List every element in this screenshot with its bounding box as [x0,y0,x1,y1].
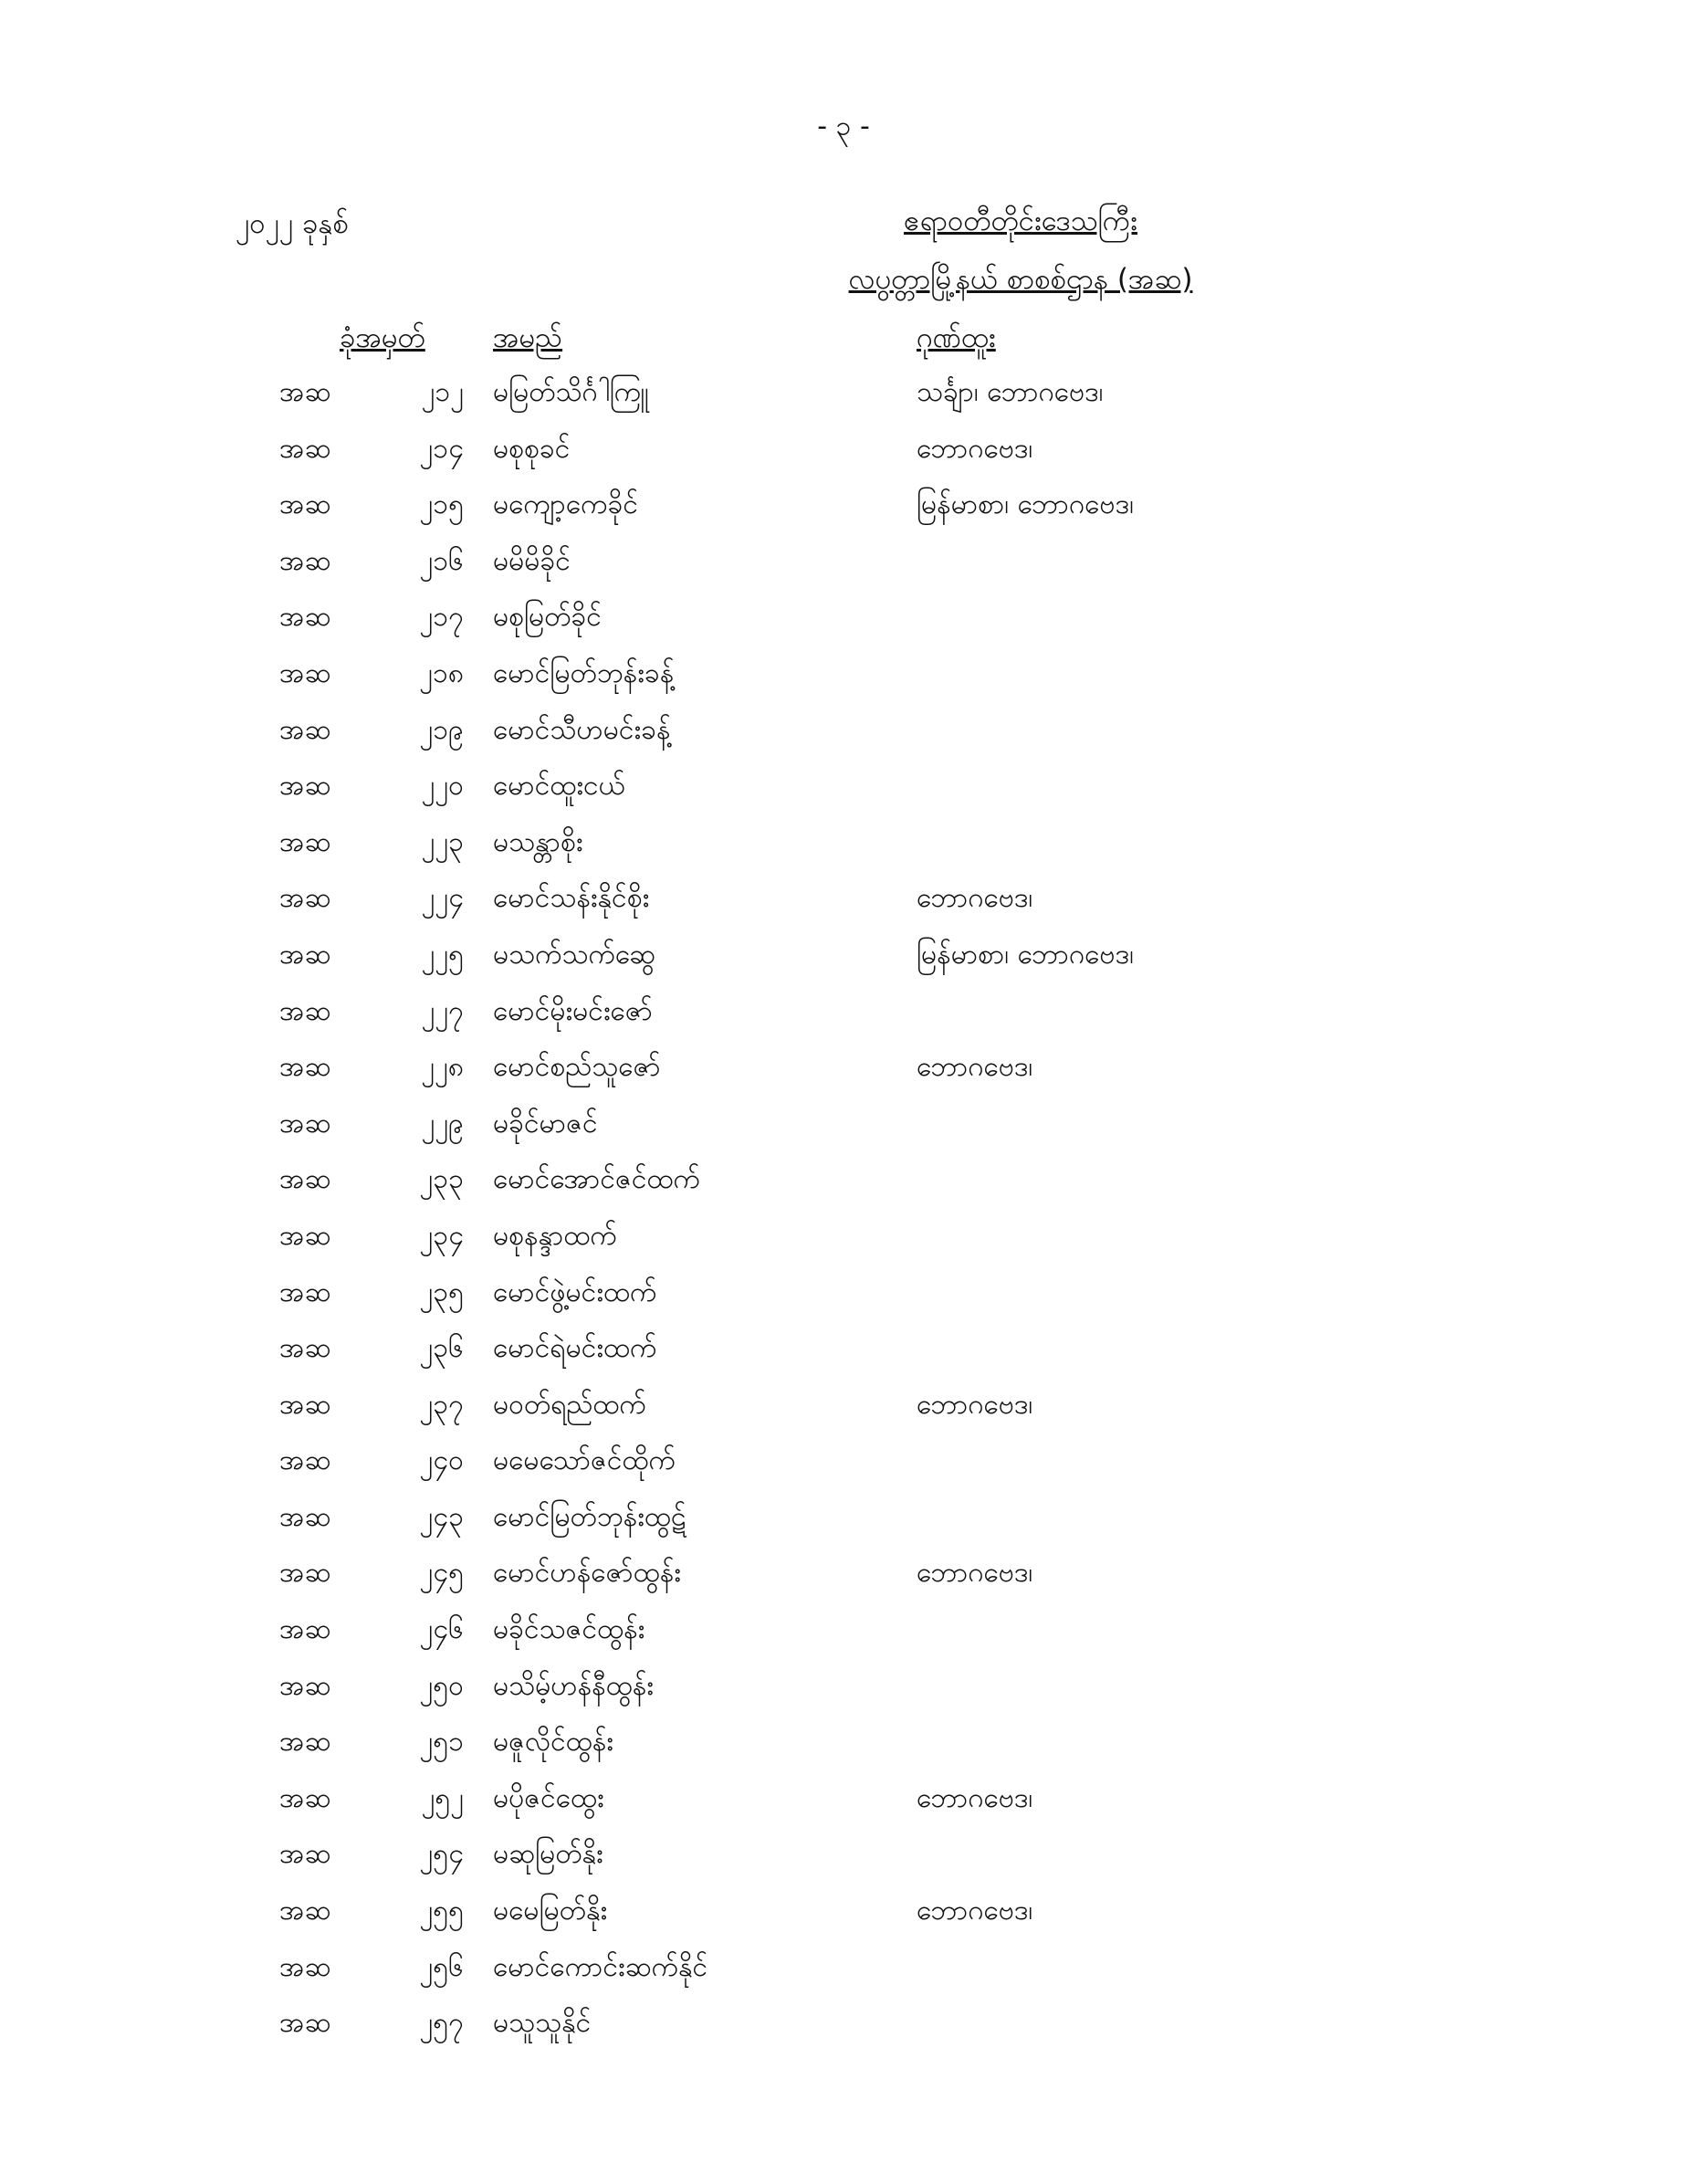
student-name: မခိုင်သဇင်ထွန်း [493,1613,645,1646]
roll-prefix: အဆ [279,656,331,689]
list-item [0,823,1687,879]
list-title: လပွတ္တာမြို့နယ် စာစစ်ဌာန (အဆ) [848,263,1193,296]
student-name: မောင်ဟန်ဇော်ထွန်း [493,1557,681,1590]
list-item [0,541,1687,598]
roll-number: ၂၃၇ [419,1388,464,1421]
list-item [0,1104,1687,1160]
roll-prefix: အဆ [279,1332,331,1365]
list-item [0,710,1687,767]
list-item [0,1441,1687,1497]
roll-prefix: အဆ [279,1895,331,1927]
distinction: ဘောဂဗေဒ၊ [917,1557,1033,1590]
list-item [0,766,1687,823]
exam-year: ၂၀၂၂ ခုနှစ် [236,207,349,240]
distinction: မြန်မာစာ၊ ဘောဂဗေဒ၊ [917,938,1134,971]
roll-prefix: အဆ [279,1219,331,1252]
distinction: မြန်မာစာ၊ ဘောဂဗေဒ၊ [917,488,1134,521]
student-name: မောင်စည်သူဇော် [493,1051,661,1084]
roll-number: ၂၂၀ [421,770,464,803]
roll-prefix: အဆ [279,1781,331,1814]
student-name: မောင်ရဲမင်းထက် [493,1332,657,1365]
student-name: မမြတ်သိင်္ဂါကြူ [493,376,649,408]
distinction: ဘောဂဗေဒ၊ [917,1388,1033,1421]
roll-number: ၂၁၉ [419,713,464,746]
list-item [0,373,1687,429]
distinction: ဘောဂဗေဒ၊ [917,1895,1033,1927]
roll-number: ၂၁၅ [419,488,464,521]
student-name: မမေသော်ဇင်ထိုက် [493,1444,676,1477]
list-item [0,935,1687,992]
roll-prefix: အဆ [279,1950,331,1983]
student-name: မခိုင်မာဇင် [493,1107,598,1139]
roll-number: ၂၂၈ [421,1051,464,1084]
roll-number: ၂၄၀ [419,1444,464,1477]
roll-prefix: အဆ [279,376,331,408]
roll-prefix: အဆ [279,938,331,971]
list-item [0,1610,1687,1666]
student-name: မောင်ကောင်းဆက်နိုင် [493,1950,708,1983]
roll-prefix: အဆ [279,770,331,803]
list-item [0,2003,1687,2060]
roll-number: ၂၁၈ [419,656,464,689]
roll-prefix: အဆ [279,882,331,915]
list-item [0,878,1687,935]
student-name: မမေမြတ်နိုး [493,1895,608,1927]
list-item [0,1722,1687,1779]
roll-prefix: အဆ [279,1500,331,1533]
column-header-name: အမည် [493,321,563,354]
list-item [0,1666,1687,1723]
student-name: မောင်မြတ်ဘုန်းခန့် [493,656,675,689]
student-name: မပိုဇင်ထွေး [493,1781,604,1814]
student-name: မဆုမြတ်နိုး [493,1838,603,1871]
student-name: မသက်သက်ဆွေ [493,938,655,971]
roll-number: ၂၃၃ [419,1163,464,1196]
roll-number: ၂၁၆ [419,544,464,577]
roll-number: ၂၅၂ [421,1781,464,1814]
roll-number: ၂၂၅ [421,938,464,971]
roll-number: ၂၃၅ [419,1276,464,1308]
list-item [0,1216,1687,1273]
roll-prefix: အဆ [279,2007,331,2040]
roll-prefix: အဆ [279,1107,331,1139]
student-name: မောင်အောင်ဇင်ထက် [493,1163,700,1196]
list-item [0,429,1687,486]
roll-number: ၂၁၄ [419,432,464,465]
roll-number: ၂၄၃ [419,1500,464,1533]
roll-number: ၂၅၅ [419,1895,464,1927]
results-list [0,373,1687,2060]
roll-number: ၂၄၆ [419,1613,464,1646]
roll-number: ၂၄၅ [419,1557,464,1590]
roll-prefix: အဆ [279,1613,331,1646]
list-item [0,1779,1687,1835]
student-name: မောင်ဖွဲ့မင်းထက် [493,1276,657,1308]
student-name: မမိမိခိုင် [493,544,571,577]
roll-number: ၂၃၆ [419,1332,464,1365]
list-item [0,1553,1687,1610]
distinction: ဘောဂဗေဒ၊ [917,1051,1033,1084]
student-name: မကျော့ကေခိုင် [493,488,639,521]
list-item [0,1273,1687,1329]
roll-number: ၂၃၄ [419,1219,464,1252]
roll-prefix: အဆ [279,1051,331,1084]
roll-number: ၂၅၆ [419,1950,464,1983]
roll-prefix: အဆ [279,1163,331,1196]
list-item [0,1328,1687,1385]
roll-prefix: အဆ [279,601,331,634]
student-name: မောင်မြတ်ဘုန်းထွဋ် [493,1500,686,1533]
student-name: မစုနန္ဒာထက် [493,1219,617,1252]
roll-prefix: အဆ [279,825,331,858]
roll-prefix: အဆ [279,1444,331,1477]
list-item [0,992,1687,1048]
student-name: မသန္တာစိုး [493,825,583,858]
list-item [0,485,1687,541]
list-item [0,1891,1687,1948]
roll-prefix: အဆ [279,1557,331,1590]
roll-number: ၂၂၇ [421,994,464,1027]
roll-number: ၂၁၂ [421,376,464,408]
distinction: သင်္ချာ၊ ဘောဂဗေဒ၊ [917,376,1104,408]
student-name: မောင်မိုးမင်းဇော် [493,994,654,1027]
roll-number: ၂၂၉ [421,1107,464,1139]
roll-prefix: အဆ [279,1726,331,1759]
list-item [0,1160,1687,1216]
student-name: မောင်သီဟမင်းခန့် [493,713,671,746]
roll-number: ၂၅၁ [419,1726,464,1759]
roll-number: ၂၅၇ [419,2007,464,2040]
roll-number: ၂၅၀ [419,1669,464,1702]
column-header-distinction: ဂုဏ်ထူး [917,321,996,354]
roll-prefix: အဆ [279,432,331,465]
roll-prefix: အဆ [279,1669,331,1702]
column-header-roll-number: ခုံအမှတ် [340,321,425,354]
student-name: မစုမြတ်ခိုင် [493,601,602,634]
roll-number: ၂၂၃ [421,825,464,858]
list-item [0,1948,1687,2004]
roll-prefix: အဆ [279,1276,331,1308]
roll-prefix: အဆ [279,994,331,1027]
roll-number: ၂၁၇ [419,601,464,634]
list-item [0,1047,1687,1104]
distinction: ဘောဂဗေဒ၊ [917,432,1033,465]
roll-prefix: အဆ [279,1388,331,1421]
roll-number: ၂၂၄ [421,882,464,915]
list-item [0,1834,1687,1891]
student-name: မစုစုခင် [493,432,571,465]
student-name: မဝတ်ရည်ထက် [493,1388,646,1421]
student-name: မဇူလိုင်ထွန်း [493,1726,613,1759]
student-name: မောင်ထူးငယ် [493,770,625,803]
list-item [0,1497,1687,1554]
roll-prefix: အဆ [279,1838,331,1871]
roll-prefix: အဆ [279,544,331,577]
student-name: မောင်သန်းနိုင်စိုး [493,882,650,915]
distinction: ဘောဂဗေဒ၊ [917,1781,1033,1814]
roll-number: ၂၅၄ [419,1838,464,1871]
student-name: မသူသူနိုင် [493,2007,592,2040]
student-name: မသိမ့်ဟန်နီထွန်း [493,1669,654,1702]
distinction: ဘောဂဗေဒ၊ [917,882,1033,915]
roll-prefix: အဆ [279,713,331,746]
roll-prefix: အဆ [279,488,331,521]
division-title: ဧရာဝတီတိုင်းဒေသကြီး [904,205,1137,237]
list-item [0,597,1687,654]
list-item [0,654,1687,710]
page-number: - ၃ - [817,110,870,142]
list-item [0,1385,1687,1442]
